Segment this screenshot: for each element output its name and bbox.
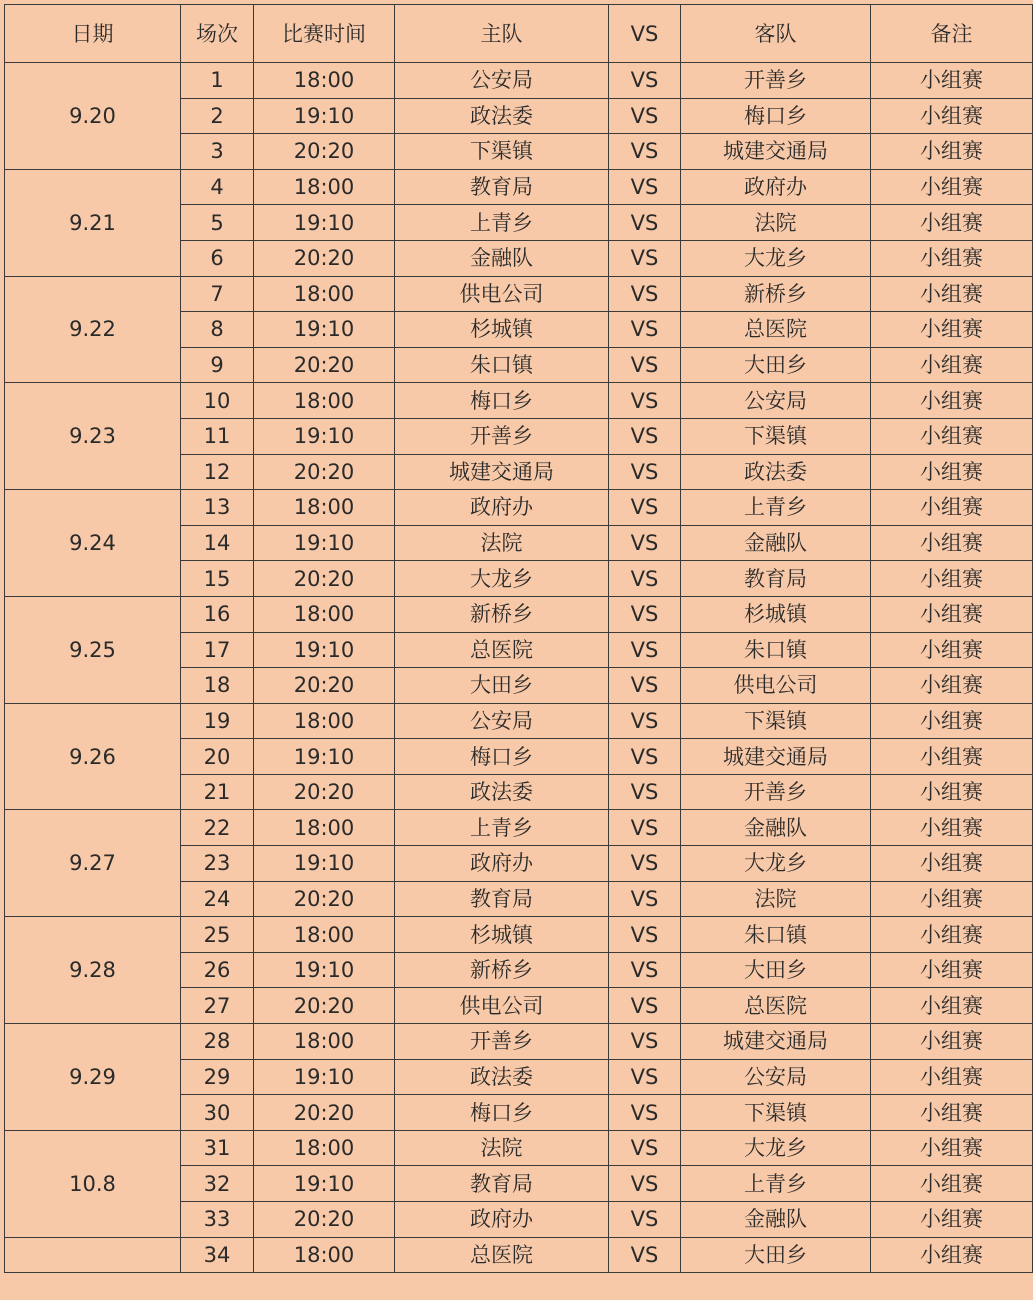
note-cell: 小组赛 xyxy=(871,561,1033,597)
header-home-team: 主队 xyxy=(395,5,609,63)
away-team-cell: 大龙乡 xyxy=(681,240,871,276)
note-cell: 小组赛 xyxy=(871,383,1033,419)
match-number-cell: 32 xyxy=(181,1166,254,1202)
match-number-cell: 3 xyxy=(181,134,254,170)
table-header xyxy=(5,5,1033,63)
home-team-cell: 梅口乡 xyxy=(395,739,609,775)
match-number-cell: 21 xyxy=(181,774,254,810)
header-match-no: 场次 xyxy=(181,5,254,63)
match-number-cell: 29 xyxy=(181,1059,254,1095)
away-team-cell: 供电公司 xyxy=(681,668,871,704)
away-team-cell: 城建交通局 xyxy=(681,134,871,170)
vs-cell: VS xyxy=(609,952,681,988)
vs-cell: VS xyxy=(609,1130,681,1166)
note-cell: 小组赛 xyxy=(871,240,1033,276)
match-number-cell: 5 xyxy=(181,205,254,241)
match-number-cell: 11 xyxy=(181,418,254,454)
home-team-cell: 政府办 xyxy=(395,1202,609,1238)
home-team-cell: 供电公司 xyxy=(395,988,609,1024)
away-team-cell: 开善乡 xyxy=(681,774,871,810)
match-number-cell: 1 xyxy=(181,63,254,99)
match-number-cell: 13 xyxy=(181,490,254,526)
match-time-cell: 20:20 xyxy=(254,774,395,810)
note-cell: 小组赛 xyxy=(871,774,1033,810)
note-cell: 小组赛 xyxy=(871,1059,1033,1095)
note-cell: 小组赛 xyxy=(871,169,1033,205)
note-cell: 小组赛 xyxy=(871,952,1033,988)
vs-cell: VS xyxy=(609,561,681,597)
vs-cell: VS xyxy=(609,490,681,526)
note-cell: 小组赛 xyxy=(871,134,1033,170)
away-team-cell: 大田乡 xyxy=(681,1237,871,1273)
away-team-cell: 新桥乡 xyxy=(681,276,871,312)
match-number-cell: 25 xyxy=(181,917,254,953)
home-team-cell: 教育局 xyxy=(395,881,609,917)
home-team-cell: 开善乡 xyxy=(395,1024,609,1060)
match-time-cell: 18:00 xyxy=(254,1237,395,1273)
match-time-cell: 20:20 xyxy=(254,1202,395,1238)
away-team-cell: 朱口镇 xyxy=(681,917,871,953)
vs-cell: VS xyxy=(609,1202,681,1238)
header-away-team: 客队 xyxy=(681,5,871,63)
away-team-cell: 金融队 xyxy=(681,1202,871,1238)
away-team-cell: 公安局 xyxy=(681,1059,871,1095)
away-team-cell: 大田乡 xyxy=(681,347,871,383)
away-team-cell: 大龙乡 xyxy=(681,846,871,882)
table-row xyxy=(5,1130,1033,1166)
match-time-cell: 18:00 xyxy=(254,810,395,846)
vs-cell: VS xyxy=(609,881,681,917)
away-team-cell: 下渠镇 xyxy=(681,418,871,454)
match-number-cell: 9 xyxy=(181,347,254,383)
match-number-cell: 30 xyxy=(181,1095,254,1131)
away-team-cell: 金融队 xyxy=(681,525,871,561)
home-team-cell: 开善乡 xyxy=(395,418,609,454)
match-time-cell: 19:10 xyxy=(254,739,395,775)
note-cell: 小组赛 xyxy=(871,1024,1033,1060)
match-number-cell: 19 xyxy=(181,703,254,739)
vs-cell: VS xyxy=(609,1024,681,1060)
vs-cell: VS xyxy=(609,810,681,846)
match-time-cell: 18:00 xyxy=(254,596,395,632)
date-cell: 9.21 xyxy=(5,169,181,276)
match-number-cell: 15 xyxy=(181,561,254,597)
away-team-cell: 下渠镇 xyxy=(681,703,871,739)
home-team-cell: 新桥乡 xyxy=(395,596,609,632)
home-team-cell: 金融队 xyxy=(395,240,609,276)
match-number-cell: 8 xyxy=(181,312,254,348)
vs-cell: VS xyxy=(609,596,681,632)
home-team-cell: 上青乡 xyxy=(395,810,609,846)
match-number-cell: 31 xyxy=(181,1130,254,1166)
match-time-cell: 18:00 xyxy=(254,1024,395,1060)
note-cell: 小组赛 xyxy=(871,1237,1033,1273)
match-time-cell: 18:00 xyxy=(254,917,395,953)
away-team-cell: 开善乡 xyxy=(681,63,871,99)
table-row xyxy=(5,383,1033,419)
home-team-cell: 供电公司 xyxy=(395,276,609,312)
home-team-cell: 新桥乡 xyxy=(395,952,609,988)
home-team-cell: 总医院 xyxy=(395,632,609,668)
header-note: 备注 xyxy=(871,5,1033,63)
away-team-cell: 梅口乡 xyxy=(681,98,871,134)
date-cell: 9.24 xyxy=(5,490,181,597)
note-cell: 小组赛 xyxy=(871,846,1033,882)
match-number-cell: 4 xyxy=(181,169,254,205)
away-team-cell: 大田乡 xyxy=(681,952,871,988)
match-number-cell: 20 xyxy=(181,739,254,775)
date-cell: 9.28 xyxy=(5,917,181,1024)
vs-cell: VS xyxy=(609,846,681,882)
away-team-cell: 城建交通局 xyxy=(681,739,871,775)
away-team-cell: 大龙乡 xyxy=(681,1130,871,1166)
match-time-cell: 19:10 xyxy=(254,525,395,561)
vs-cell: VS xyxy=(609,63,681,99)
match-number-cell: 28 xyxy=(181,1024,254,1060)
match-number-cell: 23 xyxy=(181,846,254,882)
home-team-cell: 上青乡 xyxy=(395,205,609,241)
note-cell: 小组赛 xyxy=(871,63,1033,99)
vs-cell: VS xyxy=(609,1166,681,1202)
vs-cell: VS xyxy=(609,668,681,704)
note-cell: 小组赛 xyxy=(871,525,1033,561)
home-team-cell: 法院 xyxy=(395,525,609,561)
note-cell: 小组赛 xyxy=(871,347,1033,383)
vs-cell: VS xyxy=(609,739,681,775)
match-time-cell: 19:10 xyxy=(254,1166,395,1202)
date-cell: 10.8 xyxy=(5,1130,181,1237)
match-number-cell: 33 xyxy=(181,1202,254,1238)
home-team-cell: 总医院 xyxy=(395,1237,609,1273)
header-row xyxy=(5,5,1033,63)
match-number-cell: 34 xyxy=(181,1237,254,1273)
note-cell: 小组赛 xyxy=(871,1202,1033,1238)
note-cell: 小组赛 xyxy=(871,810,1033,846)
match-time-cell: 20:20 xyxy=(254,134,395,170)
away-team-cell: 上青乡 xyxy=(681,1166,871,1202)
away-team-cell: 政府办 xyxy=(681,169,871,205)
match-number-cell: 18 xyxy=(181,668,254,704)
vs-cell: VS xyxy=(609,1095,681,1131)
header-vs: VS xyxy=(609,5,681,63)
vs-cell: VS xyxy=(609,383,681,419)
note-cell: 小组赛 xyxy=(871,1130,1033,1166)
vs-cell: VS xyxy=(609,988,681,1024)
note-cell: 小组赛 xyxy=(871,917,1033,953)
note-cell: 小组赛 xyxy=(871,596,1033,632)
header-date: 日期 xyxy=(5,5,181,63)
match-number-cell: 10 xyxy=(181,383,254,419)
date-cell: 9.27 xyxy=(5,810,181,917)
match-time-cell: 19:10 xyxy=(254,846,395,882)
home-team-cell: 政府办 xyxy=(395,846,609,882)
table-row xyxy=(5,917,1033,953)
note-cell: 小组赛 xyxy=(871,1095,1033,1131)
away-team-cell: 上青乡 xyxy=(681,490,871,526)
vs-cell: VS xyxy=(609,98,681,134)
match-number-cell: 16 xyxy=(181,596,254,632)
vs-cell: VS xyxy=(609,632,681,668)
away-team-cell: 杉城镇 xyxy=(681,596,871,632)
note-cell: 小组赛 xyxy=(871,276,1033,312)
match-number-cell: 17 xyxy=(181,632,254,668)
table-row xyxy=(5,703,1033,739)
note-cell: 小组赛 xyxy=(871,205,1033,241)
match-number-cell: 24 xyxy=(181,881,254,917)
table-row xyxy=(5,810,1033,846)
vs-cell: VS xyxy=(609,169,681,205)
home-team-cell: 城建交通局 xyxy=(395,454,609,490)
note-cell: 小组赛 xyxy=(871,454,1033,490)
note-cell: 小组赛 xyxy=(871,668,1033,704)
date-cell xyxy=(5,1237,181,1273)
match-time-cell: 20:20 xyxy=(254,561,395,597)
note-cell: 小组赛 xyxy=(871,312,1033,348)
home-team-cell: 朱口镇 xyxy=(395,347,609,383)
match-number-cell: 6 xyxy=(181,240,254,276)
away-team-cell: 总医院 xyxy=(681,312,871,348)
date-cell: 9.20 xyxy=(5,63,181,170)
vs-cell: VS xyxy=(609,1237,681,1273)
match-number-cell: 26 xyxy=(181,952,254,988)
match-time-cell: 18:00 xyxy=(254,169,395,205)
table-row xyxy=(5,63,1033,99)
away-team-cell: 法院 xyxy=(681,205,871,241)
vs-cell: VS xyxy=(609,917,681,953)
match-time-cell: 20:20 xyxy=(254,881,395,917)
match-time-cell: 19:10 xyxy=(254,312,395,348)
match-time-cell: 19:10 xyxy=(254,418,395,454)
match-time-cell: 18:00 xyxy=(254,383,395,419)
table-row xyxy=(5,169,1033,205)
vs-cell: VS xyxy=(609,525,681,561)
vs-cell: VS xyxy=(609,774,681,810)
note-cell: 小组赛 xyxy=(871,98,1033,134)
note-cell: 小组赛 xyxy=(871,418,1033,454)
note-cell: 小组赛 xyxy=(871,632,1033,668)
note-cell: 小组赛 xyxy=(871,703,1033,739)
home-team-cell: 法院 xyxy=(395,1130,609,1166)
match-time-cell: 20:20 xyxy=(254,988,395,1024)
vs-cell: VS xyxy=(609,205,681,241)
home-team-cell: 教育局 xyxy=(395,1166,609,1202)
vs-cell: VS xyxy=(609,703,681,739)
away-team-cell: 城建交通局 xyxy=(681,1024,871,1060)
table-row xyxy=(5,276,1033,312)
match-number-cell: 2 xyxy=(181,98,254,134)
table-row xyxy=(5,1237,1033,1273)
table-row xyxy=(5,1024,1033,1060)
match-time-cell: 19:10 xyxy=(254,952,395,988)
home-team-cell: 大田乡 xyxy=(395,668,609,704)
home-team-cell: 梅口乡 xyxy=(395,1095,609,1131)
home-team-cell: 杉城镇 xyxy=(395,917,609,953)
home-team-cell: 政法委 xyxy=(395,98,609,134)
vs-cell: VS xyxy=(609,240,681,276)
match-time-cell: 20:20 xyxy=(254,454,395,490)
home-team-cell: 教育局 xyxy=(395,169,609,205)
match-time-cell: 19:10 xyxy=(254,1059,395,1095)
vs-cell: VS xyxy=(609,347,681,383)
match-time-cell: 18:00 xyxy=(254,1130,395,1166)
table-row xyxy=(5,490,1033,526)
away-team-cell: 公安局 xyxy=(681,383,871,419)
match-time-cell: 20:20 xyxy=(254,347,395,383)
match-time-cell: 18:00 xyxy=(254,276,395,312)
vs-cell: VS xyxy=(609,454,681,490)
match-number-cell: 7 xyxy=(181,276,254,312)
match-number-cell: 14 xyxy=(181,525,254,561)
table-row xyxy=(5,596,1033,632)
home-team-cell: 公安局 xyxy=(395,703,609,739)
home-team-cell: 政府办 xyxy=(395,490,609,526)
home-team-cell: 下渠镇 xyxy=(395,134,609,170)
match-time-cell: 18:00 xyxy=(254,703,395,739)
table-body xyxy=(5,63,1033,1273)
date-cell: 9.25 xyxy=(5,596,181,703)
away-team-cell: 金融队 xyxy=(681,810,871,846)
home-team-cell: 政法委 xyxy=(395,774,609,810)
match-time-cell: 20:20 xyxy=(254,1095,395,1131)
date-cell: 9.23 xyxy=(5,383,181,490)
date-cell: 9.26 xyxy=(5,703,181,810)
home-team-cell: 杉城镇 xyxy=(395,312,609,348)
home-team-cell: 大龙乡 xyxy=(395,561,609,597)
match-time-cell: 20:20 xyxy=(254,668,395,704)
vs-cell: VS xyxy=(609,312,681,348)
match-number-cell: 12 xyxy=(181,454,254,490)
note-cell: 小组赛 xyxy=(871,1166,1033,1202)
note-cell: 小组赛 xyxy=(871,988,1033,1024)
away-team-cell: 下渠镇 xyxy=(681,1095,871,1131)
match-time-cell: 20:20 xyxy=(254,240,395,276)
vs-cell: VS xyxy=(609,418,681,454)
match-time-cell: 19:10 xyxy=(254,205,395,241)
note-cell: 小组赛 xyxy=(871,490,1033,526)
away-team-cell: 总医院 xyxy=(681,988,871,1024)
vs-cell: VS xyxy=(609,276,681,312)
match-time-cell: 19:10 xyxy=(254,98,395,134)
away-team-cell: 教育局 xyxy=(681,561,871,597)
match-time-cell: 18:00 xyxy=(254,63,395,99)
match-time-cell: 19:10 xyxy=(254,632,395,668)
home-team-cell: 政法委 xyxy=(395,1059,609,1095)
note-cell: 小组赛 xyxy=(871,881,1033,917)
match-number-cell: 22 xyxy=(181,810,254,846)
header-time: 比赛时间 xyxy=(254,5,395,63)
vs-cell: VS xyxy=(609,134,681,170)
match-number-cell: 27 xyxy=(181,988,254,1024)
match-schedule-table xyxy=(4,4,1033,1273)
away-team-cell: 法院 xyxy=(681,881,871,917)
home-team-cell: 梅口乡 xyxy=(395,383,609,419)
away-team-cell: 朱口镇 xyxy=(681,632,871,668)
note-cell: 小组赛 xyxy=(871,739,1033,775)
vs-cell: VS xyxy=(609,1059,681,1095)
away-team-cell: 政法委 xyxy=(681,454,871,490)
home-team-cell: 公安局 xyxy=(395,63,609,99)
date-cell: 9.29 xyxy=(5,1024,181,1131)
date-cell: 9.22 xyxy=(5,276,181,383)
match-time-cell: 18:00 xyxy=(254,490,395,526)
